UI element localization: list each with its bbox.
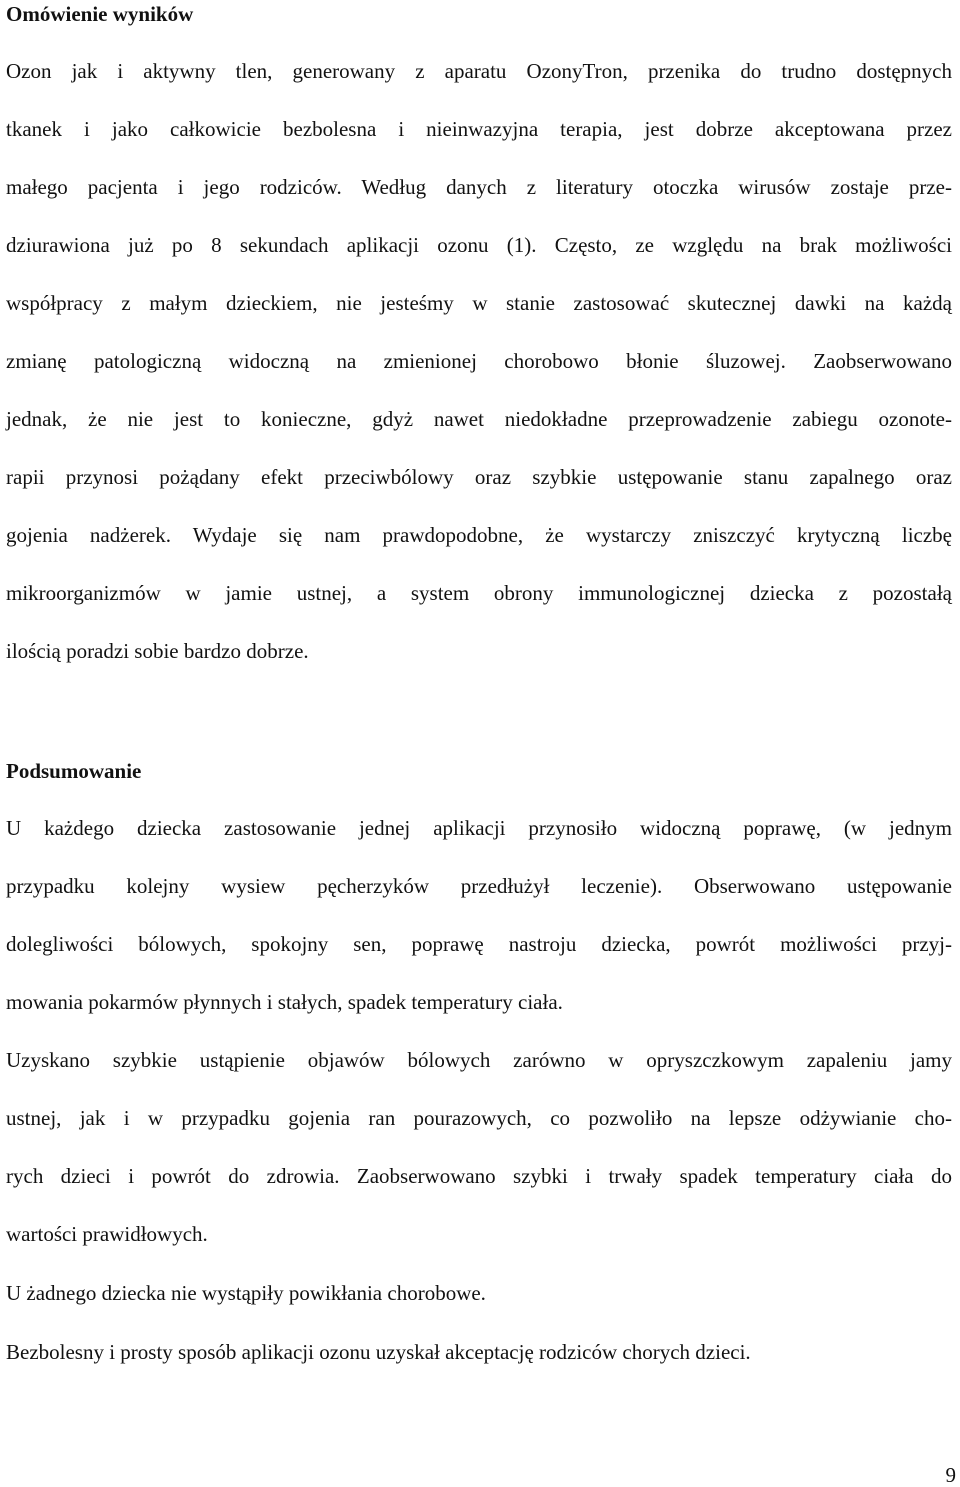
paragraph-line: Uzyskano szybkie ustąpienie objawów bólowych zarówno w opryszczkowym zapaleniu jamy (6, 1048, 952, 1072)
paragraph-line: Bezbolesny i prosty sposób aplikacji ozonu uzyskał akceptację rodziców chorych dzieci. (6, 1340, 751, 1364)
paragraph-line: mowania pokarmów płynnych i stałych, spadek temperatury ciała. (6, 990, 563, 1014)
paragraph-line: współpracy z małym dzieckiem, nie jesteśmy w stanie zastosować skutecznej dawki na każdą (6, 291, 952, 315)
paragraph-line: gojenia nadżerek. Wydaje się nam prawdopodobne, że wystarczy zniszczyć krytyczną liczbę (6, 523, 952, 547)
paragraph-line: dolegliwości bólowych, spokojny sen, poprawę nastroju dziecka, powrót możliwości przyj- (6, 932, 952, 956)
paragraph-line: zmianę patologiczną widoczną na zmienionej chorobowo błonie śluzowej. Zaobserwowano (6, 349, 952, 373)
paragraph-line: U żadnego dziecka nie wystąpiły powikłania chorobowe. (6, 1281, 486, 1305)
section-heading-omowienie: Omówienie wyników (6, 2, 194, 26)
paragraph-line: rych dzieci i powrót do zdrowia. Zaobserwowano szybki i trwały spadek temperatury ciała do (6, 1164, 952, 1188)
paragraph-line: ustnej, jak i w przypadku gojenia ran pourazowych, co pozwoliło na lepsze odżywianie cho- (6, 1106, 952, 1130)
paragraph-line: rapii przynosi pożądany efekt przeciwbólowy oraz szybkie ustępowanie stanu zapalnego oraz (6, 465, 952, 489)
paragraph-line: Ozon jak i aktywny tlen, generowany z aparatu OzonyTron, przenika do trudno dostępnych (6, 59, 952, 83)
paragraph-line: U każdego dziecka zastosowanie jednej aplikacji przynosiło widoczną poprawę, (w jednym (6, 816, 952, 840)
section-heading-podsumowanie: Podsumowanie (6, 759, 142, 783)
paragraph-line: małego pacjenta i jego rodziców. Według danych z literatury otoczka wirusów zostaje prze- (6, 175, 952, 199)
paragraph-line: przypadku kolejny wysiew pęcherzyków przedłużył leczenie). Obserwowano ustępowanie (6, 874, 952, 898)
paragraph-line: mikroorganizmów w jamie ustnej, a system obrony immunologicznej dziecka z pozostałą (6, 581, 952, 605)
paragraph-line: wartości prawidłowych. (6, 1222, 208, 1246)
paragraph-line: jednak, że nie jest to konieczne, gdyż nawet niedokładne przeprowadzenie zabiegu ozonote- (6, 407, 952, 431)
paragraph-line: ilością poradzi sobie bardzo dobrze. (6, 639, 309, 663)
paragraph-line: tkanek i jako całkowicie bezbolesna i nieinwazyjna terapia, jest dobrze akceptowana przez (6, 117, 952, 141)
page-number: 9 (945, 1463, 956, 1487)
paragraph-line: dziurawiona już po 8 sekundach aplikacji ozonu (1). Często, ze względu na brak możliwości (6, 233, 952, 257)
